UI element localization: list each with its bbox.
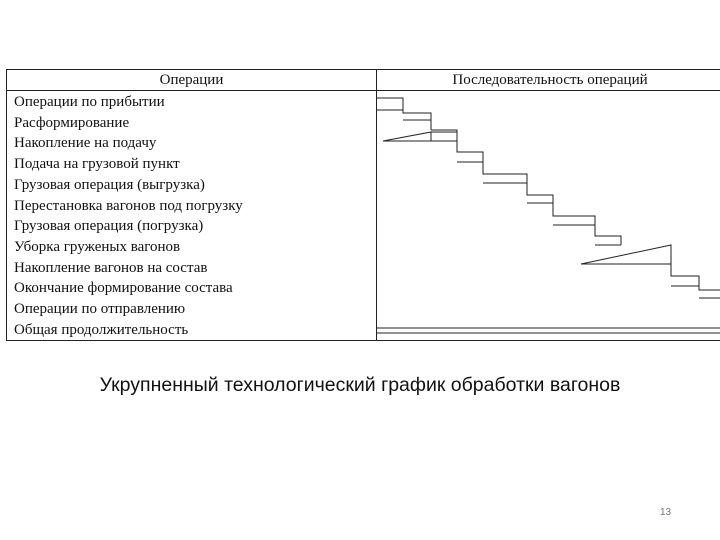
row-label: Операции по отправлению: [14, 301, 186, 317]
page-number: 13: [660, 507, 672, 518]
step-supply: [457, 132, 483, 162]
header-operations: Операции: [7, 70, 376, 91]
header-sequence: Последовательность операций: [376, 70, 720, 91]
step-train-accumulation: [581, 245, 671, 264]
row-label: Перестановка вагонов под погрузку: [14, 197, 243, 214]
row-label: Общая продолжительность: [14, 321, 189, 338]
row-label: Операции по прибытии: [14, 94, 165, 110]
step-rearrangement: [527, 183, 553, 203]
row-label: Грузовая операция (погрузка): [14, 218, 204, 235]
row-label: Подача на грузовой пункт: [14, 156, 180, 173]
row-label: Накопление на подачу: [14, 135, 157, 152]
row-label: Грузовая операция (выгрузка): [14, 176, 205, 193]
step-accumulation: [383, 132, 431, 141]
step-arrival: [377, 98, 403, 110]
operations-table: [6, 69, 720, 341]
step-departure: [699, 286, 720, 290]
figure-caption: Укрупненный технологический график обработки вагонов: [99, 374, 621, 396]
row-label: Окончание формирование состава: [14, 280, 233, 297]
step-removal: [595, 225, 621, 245]
row-label: Накопление вагонов на состав: [14, 259, 208, 276]
row-label: Уборка груженых вагонов: [14, 238, 181, 255]
step-unloading: [483, 162, 527, 183]
sequence-chart: [7, 70, 720, 340]
row-label: Расформирование: [14, 114, 130, 131]
step-loading: [553, 203, 595, 225]
step-formation: [671, 264, 699, 286]
